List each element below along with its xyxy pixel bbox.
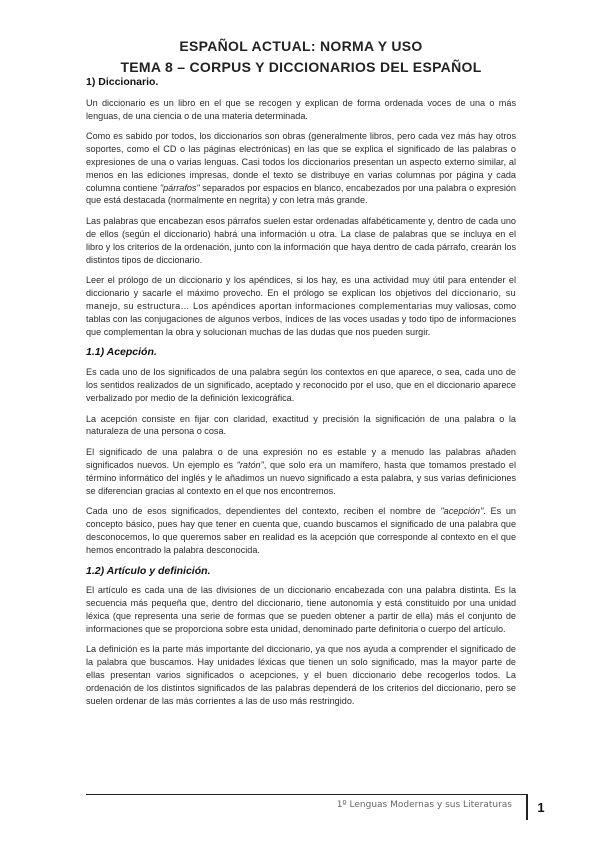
paragraph	[86, 446, 516, 497]
text-run: diccionario, su manejo, su estructura… Los apéndices aportan informaciones complementarias	[86, 288, 516, 311]
text-run: Leer el prólogo de un diccionario y los apéndices, si los hay, es una actividad muy útil para entender el diccionario y sacarle el máximo provecho. En el prólogo se explican los objetivos del	[86, 275, 516, 299]
emphasis-text: "ratón"	[236, 459, 264, 470]
text-run: . Es un concepto básico, pues hay que tener en cuenta que, cuando buscamos el significado de una palabra que desconocemos, lo que queremos saber en realidad es la acepción que corresponde al contexto en el que hemos encontrado la palabra desconocida.	[86, 506, 516, 555]
footer-course-label: 1º Lenguas Modernas y sus Literaturas	[336, 800, 512, 810]
emphasis-text: "párrafos"	[159, 182, 200, 193]
paragraph: La definición es la parte más importante del diccionario, ya que nos ayuda a comprender el significado de la palabra que buscamos. Hay unidades léxicas que tienen un solo significado, mas la mayor parte de ellas presentan varios significados o acepciones, y el buen diccionario debe recogerlos todos. La ordenación de los distintos significados de las palabras dependerá de los criterios del diccionario, pero se suelen ordenar de las más corrientes a las de uso más restringido.	[86, 644, 516, 706]
footer-divider	[86, 794, 526, 795]
section-heading-acepcion: 1.1) Acepción.	[86, 346, 157, 359]
section-heading-diccionario: 1) Diccionario.	[86, 76, 159, 88]
paragraph	[86, 505, 516, 556]
title-block	[86, 38, 516, 76]
body-text	[86, 76, 516, 715]
text-run: El significado de una palabra o de una expresión no es estable y a menudo las palabras añaden significados nuevos. Un ejemplo es	[86, 447, 516, 470]
text-run: muy valiosas, como tablas con las conjugaciones de algunos verbos, índices de las voces usadas y todo tipo de informaciones que complementan la obra y solucionan muchas de las dudas que nos pueden surgir.	[86, 300, 516, 337]
page-number: 1	[526, 794, 554, 820]
paragraph: Un diccionario es un libro en el que se recogen y explican de forma ordenada voces de una o más lenguas, de una ciencia o de una materia determinada.	[86, 97, 516, 121]
emphasis-text: "acepción"	[440, 506, 484, 517]
text-run: Como es sabido por todos, los diccionarios son obras (generalmente libros, pero cada vez más hay otros soportes, como el CD o las páginas electrónicas) en las que se explica el significado de las palabras o expresiones de una o varias lenguas. Casi todos los diccionarios presentan un aspecto externo similar, al menos en las ediciones impresas, donde el texto se distribuye en varias columnas por página y cada columna contiene	[86, 131, 516, 193]
paragraph: Es cada uno de los significados de una palabra según los contextos en que aparece, o sea, cada uno de los sentidos realizados de un significado, aceptado y reconocido por el uso, que en el diccionario aparece verbalizado por medio de la definición lexicográfica.	[86, 367, 516, 403]
paragraph: La acepción consiste en fijar con claridad, exactitud y precisión la significación de una palabra o la naturaleza de una persona o cosa.	[86, 413, 516, 437]
course-title: ESPAÑOL ACTUAL: NORMA Y USO	[179, 38, 423, 54]
text-run: Cada uno de esos significados, dependientes del contexto, reciben el nombre de	[86, 506, 441, 517]
text-run: , que solo era un mamífero, hasta que tomamos prestado el término informático del inglés y le añadimos un nuevo significado a esta palabra, y sus varias definiciones se diferencian gracias al contexto en el que nos encontremos.	[86, 459, 517, 496]
section-heading-articulo: 1.2) Artículo y definición.	[86, 564, 211, 577]
paragraph: Las palabras que encabezan esos párrafos suelen estar ordenadas alfabéticamente y, dentro de cada uno de ellos (según el diccionario) habrá una información u otra. La clase de palabras que se incluya en el libro y los criterios de la ordenación, junto con la información que haya dentro de cada párrafo, crearán los distintos tipos de diccionario.	[86, 216, 516, 265]
paragraph: El artículo es cada una de las divisiones de un diccionario encabezada con una palabra distinta. Es la secuencia más pequeña que, dentro del diccionario, tiene autonomía y está constituido por una unidad léxica (que representa una serie de formas que se pueden obtener a partir de ella) más el conjunto de informaciones que se proporciona sobre esta unidad, denominado parte definitoria o cuerpo del artículo.	[86, 585, 516, 634]
paragraph	[86, 274, 516, 338]
paragraph	[86, 130, 516, 207]
topic-title: TEMA 8 – CORPUS Y DICCIONARIOS DEL ESPAÑOL	[120, 59, 482, 75]
text-run: separados por espacios en blanco, encabezados por una palabra o expresión que está destacada (normalmente en negrita) y con letra más grande.	[86, 182, 516, 206]
